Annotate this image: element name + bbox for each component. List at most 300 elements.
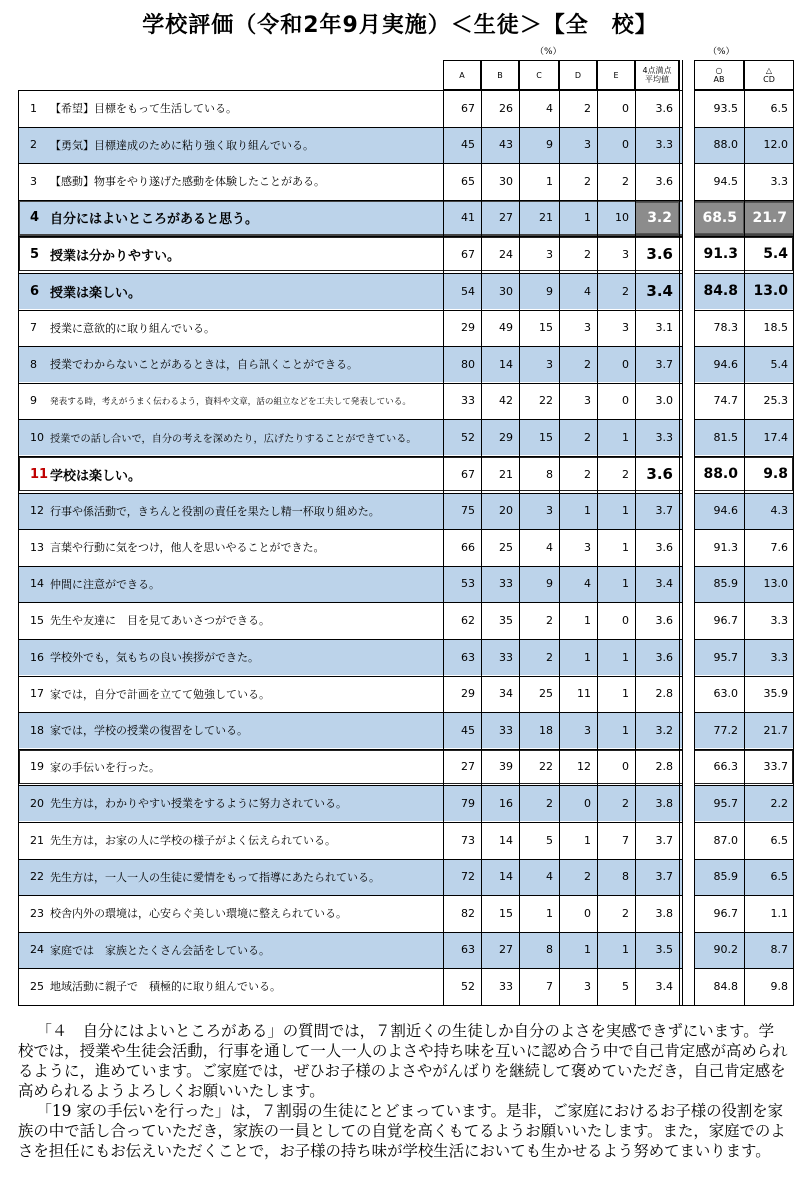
cell-average: 2.8: [655, 687, 673, 701]
row-divider: [18, 639, 794, 640]
cell-c: 2: [546, 650, 553, 664]
question-label: [18, 749, 443, 785]
cell-e: 1: [622, 540, 629, 554]
circle-mark: ○: [715, 66, 723, 75]
column-divider: [597, 60, 598, 1005]
cell-c: 21: [539, 211, 553, 225]
cell-c: 4: [546, 101, 553, 115]
cell-b: 34: [499, 687, 513, 701]
table-row: [18, 163, 794, 199]
cell-d: 1: [584, 504, 591, 518]
cell-ab-percent: 74.7: [713, 394, 738, 408]
cell-c: 2: [546, 613, 553, 627]
cell-average: 3.2: [655, 723, 673, 737]
cell-cd-percent: 17.4: [763, 430, 788, 444]
column-divider: [744, 60, 745, 1005]
cell-ab-percent: 91.3: [703, 246, 738, 263]
cell-d: 2: [584, 247, 591, 261]
cell-a: 82: [461, 906, 475, 920]
question-number: 16: [30, 650, 44, 664]
cell-e: 1: [622, 650, 629, 664]
row-divider: [18, 273, 794, 274]
question-text: 家の手伝いを行った。: [50, 760, 160, 774]
table-row: [18, 236, 794, 272]
cell-b: 21: [499, 467, 513, 481]
cell-b: 29: [499, 430, 513, 444]
cell-cd-percent: 2.2: [770, 796, 788, 810]
cell-b: 30: [499, 284, 513, 298]
cell-ab-percent: 88.0: [703, 466, 738, 482]
cell-e: 1: [622, 723, 629, 737]
cell-a: 72: [461, 870, 475, 884]
cell-c: 15: [539, 321, 553, 335]
percent-unit-right: （%）: [708, 47, 735, 57]
cell-average: 3.2: [635, 202, 679, 234]
column-divider: [481, 60, 482, 1005]
question-number: 19: [30, 760, 44, 774]
cell-e: 7: [622, 833, 629, 847]
cell-d: 3: [584, 979, 591, 993]
col-header-d: D: [559, 60, 597, 90]
table-row: [18, 968, 794, 1004]
cell-a: 53: [461, 577, 475, 591]
question-number: 20: [30, 796, 44, 810]
question-text: 家では，学校の授業の復習をしている。: [50, 724, 248, 738]
question-text: 【勇気】目標達成のために粘り強く取り組んでいる。: [50, 138, 314, 152]
cell-cd-percent: 18.5: [763, 321, 788, 335]
cell-cd-percent: 8.7: [770, 943, 788, 957]
question-number: 15: [30, 613, 44, 627]
cell-e: 2: [622, 174, 629, 188]
col-header-average: [635, 60, 679, 90]
cell-b: 33: [499, 979, 513, 993]
cell-e: 0: [622, 613, 629, 627]
table-row: [18, 859, 794, 895]
col-header-c: C: [519, 60, 559, 90]
question-number: 17: [30, 687, 44, 701]
row-divider: [18, 749, 794, 750]
col-header-ab: [694, 60, 744, 90]
cell-d: 4: [584, 577, 591, 591]
question-number: 1: [30, 101, 37, 115]
table-row: [18, 602, 794, 638]
cd-header-label: CD: [763, 75, 775, 84]
cell-b: 30: [499, 174, 513, 188]
col-header-b: B: [481, 60, 519, 90]
row-divider: [18, 456, 794, 457]
cell-c: 22: [539, 394, 553, 408]
cell-e: 0: [622, 357, 629, 371]
column-divider: [559, 60, 560, 1005]
cell-d: 12: [577, 760, 591, 774]
cell-average: 3.3: [655, 430, 673, 444]
cell-a: 67: [461, 247, 475, 261]
cell-d: 2: [584, 870, 591, 884]
cell-e: 10: [615, 211, 629, 225]
commentary: [18, 1021, 788, 1161]
question-number: 4: [30, 210, 40, 226]
question-number: 8: [30, 357, 37, 371]
cell-c: 1: [546, 906, 553, 920]
col-header-a: A: [443, 60, 481, 90]
cell-ab-percent: 85.9: [713, 870, 738, 884]
question-label: [18, 90, 443, 126]
cell-b: 42: [499, 394, 513, 408]
cell-a: 66: [461, 540, 475, 554]
question-text: 先生方は，わかりやすい授業をするように努力されている。: [50, 797, 347, 811]
row-divider: [18, 932, 794, 933]
cell-average: 3.6: [655, 613, 673, 627]
cell-e: 0: [622, 101, 629, 115]
question-label: [18, 639, 443, 675]
question-text: 言葉や行動に気をつけ，他人を思いやることができた。: [50, 541, 325, 555]
cell-d: 2: [584, 467, 591, 481]
row-divider: [18, 493, 794, 494]
cell-average: 3.7: [655, 357, 673, 371]
cell-average: 3.4: [646, 282, 673, 300]
cell-ab-percent: 68.5: [694, 202, 744, 234]
question-text: 校舎内外の環境は，心安らぐ美しい環境に整えられている。: [50, 907, 347, 921]
question-number: 24: [30, 943, 44, 957]
question-label: [18, 895, 443, 931]
cell-d: 3: [584, 540, 591, 554]
row-divider: [18, 602, 794, 603]
column-divider: [519, 60, 520, 1005]
cell-d: 2: [584, 357, 591, 371]
cell-a: 73: [461, 833, 475, 847]
question-text: 先生方は，一人一人の生徒に愛情をもって指導にあたられている。: [50, 870, 380, 884]
cell-a: 62: [461, 613, 475, 627]
cell-c: 8: [546, 467, 553, 481]
cell-b: 35: [499, 613, 513, 627]
question-number: 12: [30, 504, 44, 518]
cell-e: 0: [622, 138, 629, 152]
question-text: 授業でわからないことがあるときは，自ら訊くことができる。: [50, 358, 358, 372]
table-row: [18, 529, 794, 565]
cell-e: 8: [622, 870, 629, 884]
row-divider: [18, 346, 794, 347]
cell-average: 3.1: [655, 321, 673, 335]
table-row: [18, 310, 794, 346]
row-divider: [18, 163, 794, 164]
cell-c: 25: [539, 687, 553, 701]
cell-a: 67: [461, 467, 475, 481]
cell-e: 5: [622, 979, 629, 993]
cell-ab-percent: 93.5: [713, 101, 738, 115]
question-number: 25: [30, 979, 44, 993]
cell-a: 63: [461, 650, 475, 664]
cell-cd-percent: 13.0: [753, 283, 788, 299]
question-label: [18, 383, 443, 419]
cell-d: 2: [584, 430, 591, 444]
cell-average: 3.6: [655, 101, 673, 115]
page-title: 学校評価（令和2年9月実施）＜生徒＞【全 校】: [142, 13, 658, 38]
cell-b: 33: [499, 723, 513, 737]
question-label: [18, 968, 443, 1004]
question-text: 【感動】物事をやり遂げた感動を体験したことがある。: [50, 175, 325, 189]
percent-unit-left: （%）: [535, 47, 562, 57]
row-divider: [18, 859, 794, 860]
cell-cd-percent: 3.3: [770, 613, 788, 627]
column-gap: [683, 60, 694, 1005]
cell-cd-percent: 21.7: [763, 723, 788, 737]
cell-b: 24: [499, 247, 513, 261]
column-divider: [18, 90, 19, 1005]
cell-b: 33: [499, 577, 513, 591]
cell-b: 33: [499, 650, 513, 664]
question-label: [18, 822, 443, 858]
cell-d: 0: [584, 906, 591, 920]
cell-d: 1: [584, 650, 591, 664]
column-divider: [793, 60, 794, 1005]
question-number: 2: [30, 138, 37, 152]
cell-c: 3: [546, 504, 553, 518]
cell-ab-percent: 94.5: [713, 174, 738, 188]
question-label: [18, 785, 443, 821]
row-divider: [18, 566, 794, 567]
question-text: 地域活動に親子で 積極的に取り組んでいる。: [50, 980, 281, 994]
row-divider: [18, 968, 794, 969]
question-label: [18, 566, 443, 602]
cell-b: 39: [499, 760, 513, 774]
table-row: [18, 200, 794, 236]
question-text: 発表する時，考えがうまく伝わるよう，資料や文章，話の組立などを工夫して発表している。: [50, 396, 411, 407]
cell-a: 45: [461, 138, 475, 152]
cell-ab-percent: 77.2: [713, 723, 738, 737]
col-header-cd: [744, 60, 794, 90]
cell-a: 63: [461, 943, 475, 957]
question-text: 行事や係活動で，きちんと役割の責任を果たし精一杯取り組めた。: [50, 504, 380, 518]
cell-c: 4: [546, 540, 553, 554]
table-row: [18, 676, 794, 712]
question-number: 11: [30, 466, 49, 482]
cell-e: 1: [622, 504, 629, 518]
cell-average: 3.7: [655, 504, 673, 518]
cell-ab-percent: 84.8: [713, 979, 738, 993]
cell-b: 20: [499, 504, 513, 518]
question-text: 【希望】目標をもって生活している。: [50, 102, 237, 115]
table-row: [18, 127, 794, 163]
table-row: [18, 785, 794, 821]
cell-cd-percent: 9.8: [770, 979, 788, 993]
cell-cd-percent: 5.4: [763, 246, 788, 263]
cell-ab-percent: 88.0: [713, 138, 738, 152]
row-divider: [18, 200, 794, 201]
cell-average: 3.6: [655, 174, 673, 188]
question-number: 6: [30, 283, 40, 299]
cell-average: 2.8: [655, 760, 673, 774]
cell-a: 52: [461, 430, 475, 444]
cell-e: 2: [622, 906, 629, 920]
cell-cd-percent: 6.5: [770, 833, 788, 847]
cell-e: 0: [622, 394, 629, 408]
cell-cd-percent: 13.0: [763, 577, 788, 591]
question-number: 18: [30, 723, 44, 737]
question-number: 10: [30, 430, 44, 444]
cell-d: 2: [584, 174, 591, 188]
question-text: 家庭では 家族とたくさん会話をしている。: [50, 943, 270, 957]
cell-c: 1: [546, 174, 553, 188]
cell-b: 25: [499, 540, 513, 554]
cell-c: 8: [546, 943, 553, 957]
cell-ab-percent: 63.0: [713, 687, 738, 701]
cell-b: 26: [499, 101, 513, 115]
cell-c: 5: [546, 833, 553, 847]
note-paragraph: 「４ 自分にはよいところがある」の質問では，７割近くの生徒しか自分のよさを実感できずにいます。学校では，授業や生徒会活動，行事を通して一人一人のよさや持ち味を互いに認め合う中で自己肯定感が高められるように，進めています。ご家庭では，ぜひお子様のよさやがんばりを継続して褒めていただき，自己肯定感を高められるようよろしくお願いいたします。: [18, 1022, 788, 1100]
row-divider: [18, 1005, 794, 1006]
question-label: [18, 493, 443, 529]
cell-cd-percent: 3.3: [770, 174, 788, 188]
table-row: [18, 273, 794, 309]
cell-e: 1: [622, 943, 629, 957]
table-row: [18, 346, 794, 382]
question-number: 3: [30, 174, 37, 188]
cell-d: 3: [584, 138, 591, 152]
cell-ab-percent: 85.9: [713, 577, 738, 591]
question-text: 自分にはよいところがあると思う。: [50, 212, 259, 228]
cell-d: 11: [577, 687, 591, 701]
cell-cd-percent: 25.3: [763, 394, 788, 408]
avg-header-line2: 平均値: [645, 75, 669, 84]
cell-cd-percent: 33.7: [763, 760, 788, 774]
cell-cd-percent: 35.9: [763, 687, 788, 701]
row-divider: [18, 127, 794, 128]
table-row: [18, 639, 794, 675]
row-divider: [18, 236, 794, 237]
cell-ab-percent: 95.7: [713, 796, 738, 810]
cell-e: 2: [622, 284, 629, 298]
cell-ab-percent: 66.3: [713, 760, 738, 774]
cell-c: 22: [539, 760, 553, 774]
cell-b: 27: [499, 943, 513, 957]
cell-b: 14: [499, 357, 513, 371]
table-row: [18, 90, 794, 126]
cell-cd-percent: 6.5: [770, 101, 788, 115]
question-label: [18, 676, 443, 712]
cell-e: 2: [622, 467, 629, 481]
cell-c: 2: [546, 796, 553, 810]
table-row: [18, 383, 794, 419]
question-label: [18, 932, 443, 968]
cell-average: 3.4: [655, 979, 673, 993]
table-row: [18, 456, 794, 492]
cell-ab-percent: 87.0: [713, 833, 738, 847]
row-divider: [18, 785, 794, 786]
question-text: 授業は分かりやすい。: [50, 248, 181, 264]
cell-b: 43: [499, 138, 513, 152]
row-divider: [18, 712, 794, 713]
cell-a: 27: [461, 760, 475, 774]
cell-average: 3.7: [655, 870, 673, 884]
row-divider: [18, 419, 794, 420]
question-label: [18, 127, 443, 163]
row-divider: [18, 676, 794, 677]
question-text: 学校は楽しい。: [50, 468, 142, 484]
cell-b: 15: [499, 906, 513, 920]
cell-average: 3.4: [655, 577, 673, 591]
note-paragraph: 「19 家の手伝いを行った」は，７割弱の生徒にとどまっています。是非，ご家庭におけるお子様の役割を家族の中で話し合っていただき，家族の一員としての自覚を高くもてるようお願いいたします。また，家庭でのよさを担任にもお伝えいただくことで，お子様の持ち味が学校生活においても生かせるよう努めてまいります。: [18, 1102, 786, 1160]
question-text: 授業での話し合いで，自分の考えを深めたり，広げたりすることができている。: [50, 433, 417, 445]
cell-c: 9: [546, 138, 553, 152]
cell-average: 3.3: [655, 138, 673, 152]
question-label: [18, 529, 443, 565]
cell-e: 1: [622, 577, 629, 591]
cell-c: 3: [546, 247, 553, 261]
cell-average: 3.5: [655, 943, 673, 957]
cell-ab-percent: 94.6: [713, 504, 738, 518]
cell-e: 2: [622, 796, 629, 810]
cell-b: 14: [499, 833, 513, 847]
question-label: [18, 346, 443, 382]
cell-e: 3: [622, 321, 629, 335]
cell-a: 67: [461, 101, 475, 115]
cell-e: 0: [622, 760, 629, 774]
cell-a: 41: [461, 211, 475, 225]
cell-c: 9: [546, 284, 553, 298]
table-row: [18, 932, 794, 968]
question-number: 7: [30, 321, 37, 335]
question-label: [18, 163, 443, 199]
cell-b: 27: [499, 211, 513, 225]
cell-d: 2: [584, 101, 591, 115]
cell-c: 9: [546, 577, 553, 591]
cell-a: 52: [461, 979, 475, 993]
cell-average: 3.6: [655, 650, 673, 664]
question-number: 9: [30, 394, 37, 408]
cell-average: 3.0: [655, 394, 673, 408]
table-row: [18, 493, 794, 529]
cell-average: 3.7: [655, 833, 673, 847]
cell-cd-percent: 4.3: [770, 504, 788, 518]
question-text: 先生や友達に 目を見てあいさつができる。: [50, 614, 270, 628]
table-row: [18, 749, 794, 785]
cell-cd-percent: 7.6: [770, 540, 788, 554]
cell-cd-percent: 12.0: [763, 138, 788, 152]
col-header-e: E: [597, 60, 635, 90]
question-text: 学校外でも，気もちの良い挨拶ができた。: [50, 651, 259, 664]
row-divider: [18, 895, 794, 896]
column-divider: [635, 60, 636, 1005]
cell-ab-percent: 91.3: [713, 540, 738, 554]
question-label: [18, 273, 443, 309]
cell-b: 16: [499, 796, 513, 810]
question-text: 先生方は，お家の人に学校の様子がよく伝えられている。: [50, 834, 336, 847]
column-divider: [679, 60, 680, 1005]
question-label: [18, 456, 443, 492]
cell-ab-percent: 90.2: [713, 943, 738, 957]
question-text: 授業は楽しい。: [50, 285, 142, 301]
cell-ab-percent: 96.7: [713, 906, 738, 920]
cell-a: 65: [461, 174, 475, 188]
cell-average: 3.6: [646, 465, 673, 483]
question-number: 23: [30, 906, 44, 920]
cell-d: 1: [584, 943, 591, 957]
question-label: [18, 712, 443, 748]
question-label: [18, 310, 443, 346]
cell-a: 54: [461, 284, 475, 298]
column-divider: [443, 60, 444, 1005]
cell-d: 3: [584, 321, 591, 335]
cell-ab-percent: 81.5: [713, 430, 738, 444]
cell-a: 80: [461, 357, 475, 371]
cell-a: 29: [461, 687, 475, 701]
question-text: 仲間に注意ができる。: [50, 577, 160, 591]
avg-header-line1: 4点満点: [642, 66, 672, 75]
question-number: 13: [30, 540, 44, 554]
cell-b: 49: [499, 321, 513, 335]
question-number: 5: [30, 246, 40, 262]
cell-d: 4: [584, 284, 591, 298]
